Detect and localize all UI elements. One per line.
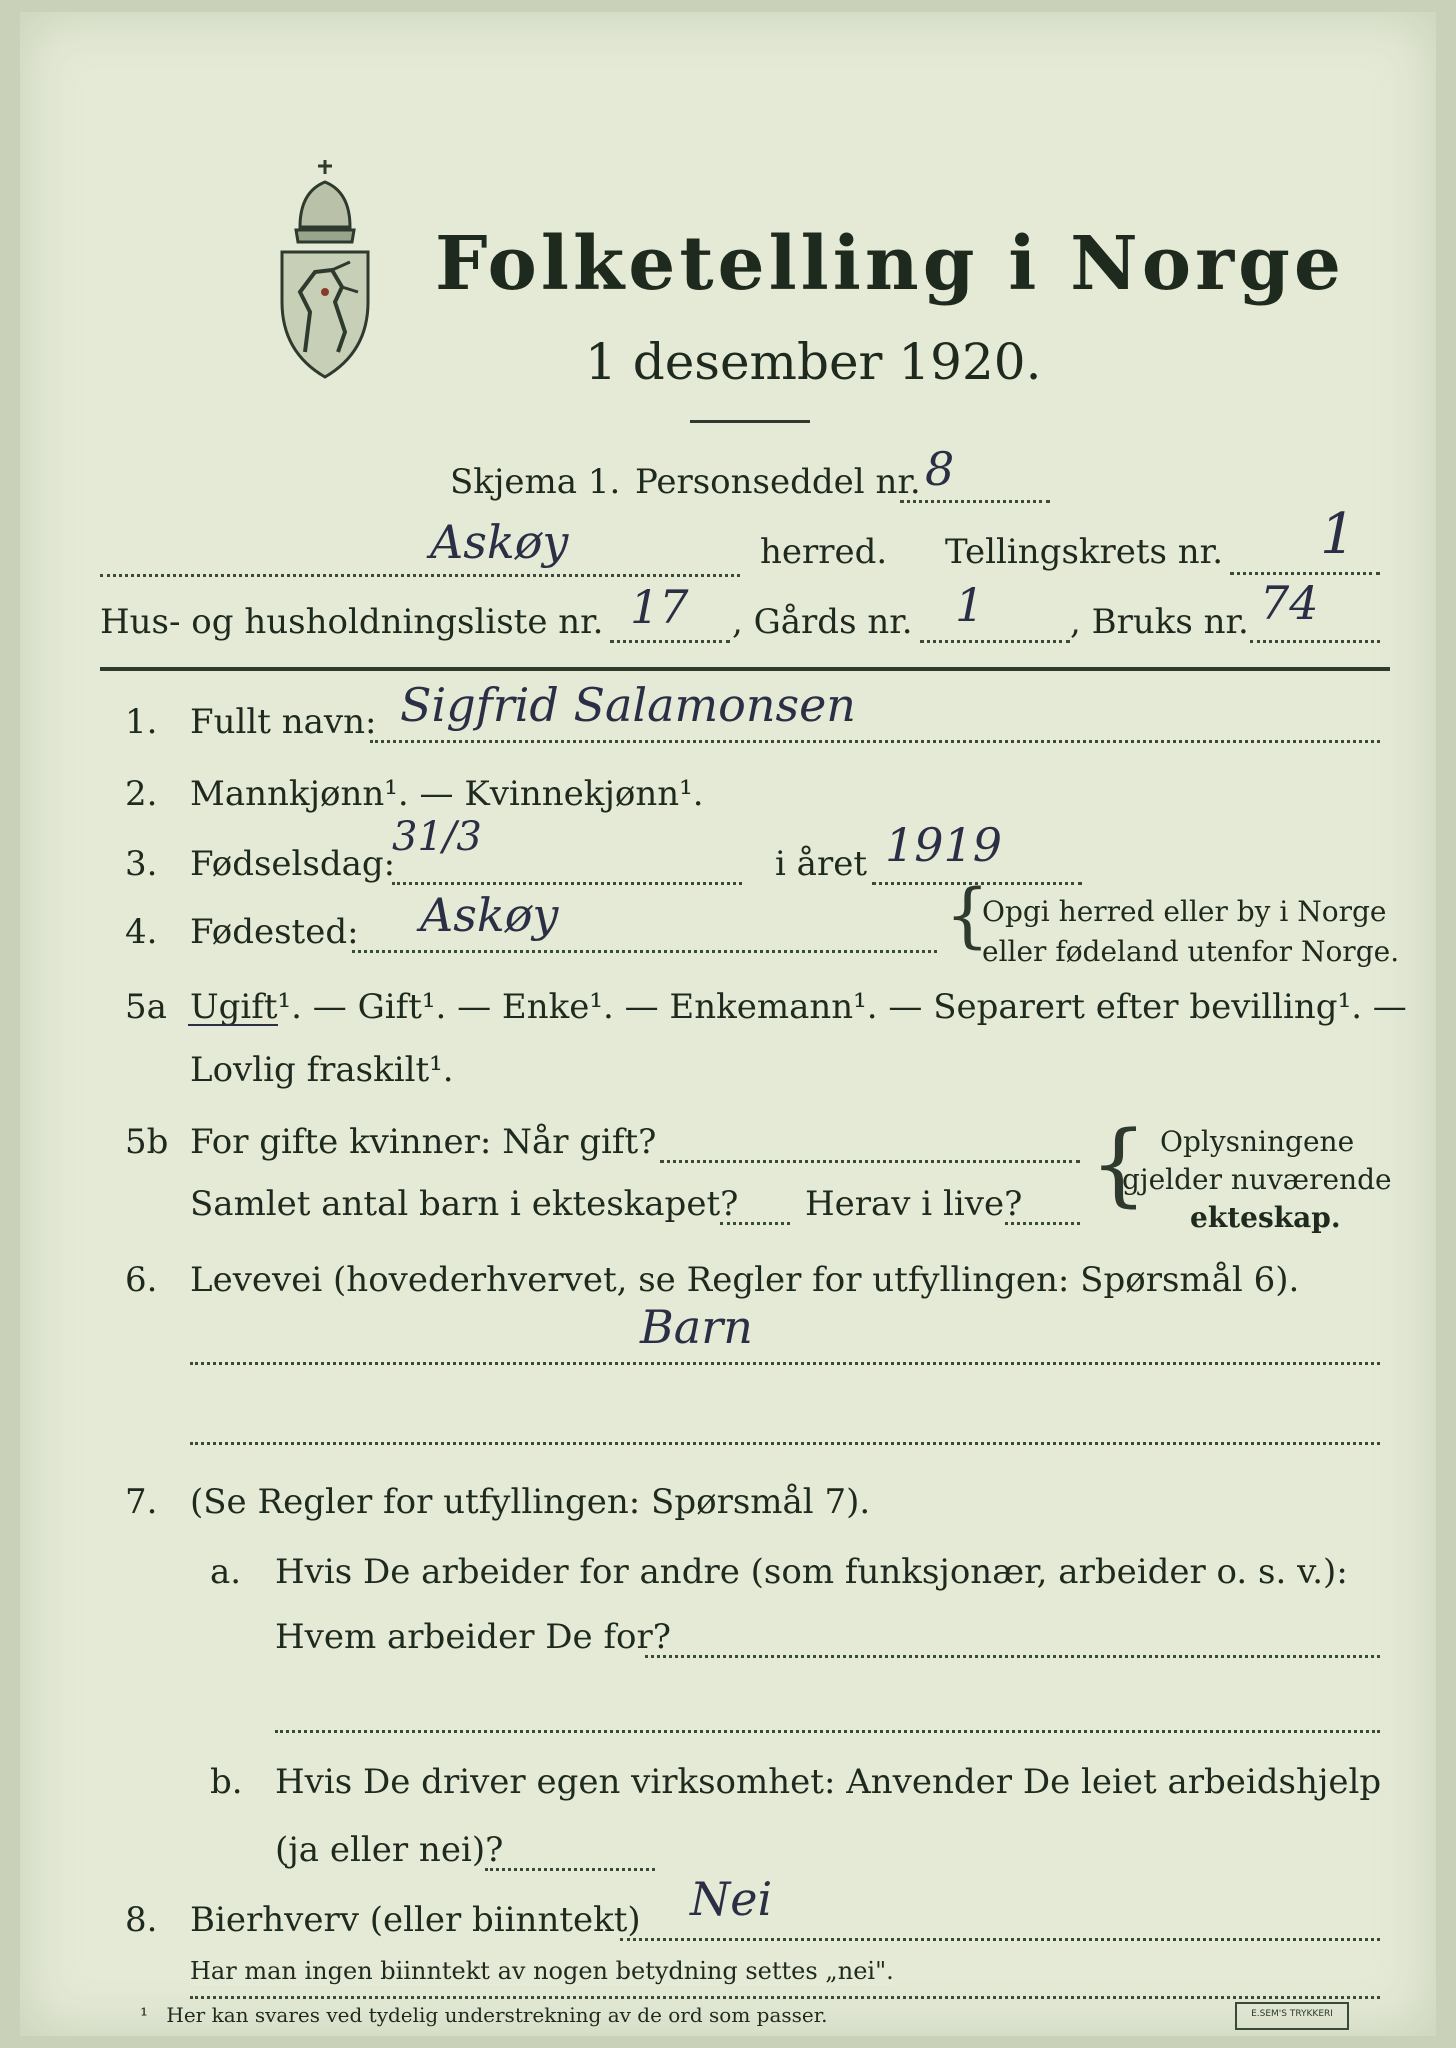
- q5b-alive-label: Herav i live?: [805, 1184, 1023, 1224]
- q7b-line2: (ja eller nei)?: [275, 1830, 504, 1870]
- q6-label: Levevei (hovederhvervet, se Regler for utfyllingen: Spørsmål 6).: [190, 1260, 1300, 1300]
- q6-number: 6.: [125, 1260, 158, 1300]
- husliste-value: 17: [630, 580, 689, 634]
- coat-of-arms-icon: [270, 152, 380, 382]
- q3-number: 3.: [125, 844, 158, 884]
- form-title: Folketelling i Norge: [435, 221, 1345, 307]
- q5b-children-line: [720, 1222, 790, 1225]
- q3-year-value: 1919: [885, 818, 1003, 872]
- footnote: [140, 2002, 827, 2028]
- personseddel-line: [900, 500, 1050, 503]
- q5a-options: Ugift¹. — Gift¹. — Enke¹. — Enkemann¹. — Separert efter bevilling¹. —: [190, 987, 1407, 1027]
- q7a-letter: a.: [210, 1552, 242, 1592]
- q1-label: Fullt navn:: [190, 702, 377, 742]
- q8-line2: [190, 1996, 1380, 1999]
- personseddel-value: 8: [925, 442, 955, 496]
- tellingskrets-value: 1: [1320, 502, 1356, 567]
- q7b-letter: b.: [210, 1762, 243, 1802]
- q5a-options-line2: Lovlig fraskilt¹.: [190, 1050, 454, 1090]
- q5a-number: 5a: [125, 987, 167, 1027]
- q4-label: Fødested:: [190, 912, 359, 952]
- schema-label: Skjema 1.: [450, 462, 621, 502]
- tellingskrets-label: Tellingskrets nr.: [945, 532, 1224, 572]
- q7-number: 7.: [125, 1482, 158, 1522]
- q5b-number: 5b: [125, 1122, 169, 1162]
- section-divider: [100, 667, 1390, 671]
- q4-note-line1: Opgi herred eller by i Norge: [982, 895, 1387, 928]
- q8-number: 8.: [125, 1900, 158, 1940]
- q5b-note-line3: ekteskap.: [1190, 1201, 1341, 1234]
- footnote-text: Her kan svares ved tydelig understrekning av de ord som passer.: [166, 2003, 828, 2027]
- footer-note: Har man ingen biinntekt av nogen betydning settes „nei".: [190, 1957, 894, 1985]
- q7b-answer-line: [485, 1868, 655, 1871]
- q4-brace: {: [945, 874, 990, 956]
- herred-line: [100, 574, 740, 577]
- q8-line: [620, 1938, 1380, 1941]
- personseddel-label: Personseddel nr.: [635, 462, 921, 502]
- q5b-when-line: [660, 1160, 1080, 1163]
- q3-value: 31/3: [392, 814, 482, 860]
- q4-value: Askøy: [420, 888, 559, 942]
- q2-label: Mannkjønn¹. — Kvinnekjønn¹.: [190, 774, 704, 814]
- q3-label: Fødselsdag:: [190, 844, 396, 884]
- bruks-line: [1250, 640, 1380, 643]
- q7b-line1: Hvis De driver egen virksomhet: Anvender De leiet arbeidshjelp: [275, 1762, 1382, 1802]
- q5b-note-line1: Oplysningene: [1160, 1125, 1355, 1158]
- herred-value: Askøy: [430, 515, 569, 569]
- q7a-answer-line2: [275, 1730, 1380, 1733]
- footnote-mark: ¹: [140, 2003, 149, 2027]
- gards-value: 1: [955, 578, 985, 632]
- q5b-alive-line: [1005, 1222, 1080, 1225]
- form-date: 1 desember 1920.: [585, 333, 1042, 391]
- printer-stamp: [1235, 2002, 1349, 2030]
- husliste-line: [610, 640, 730, 643]
- tellingskrets-line: [1230, 572, 1380, 575]
- q4-number: 4.: [125, 912, 158, 952]
- q5b-brace: {: [1090, 1112, 1148, 1217]
- q3-year-label: i året: [775, 844, 867, 884]
- q1-line: [370, 740, 1380, 743]
- ugift-underline: [188, 1024, 278, 1026]
- q8-label: Bierhverv (eller biinntekt): [190, 1900, 641, 1940]
- census-form: [20, 12, 1436, 2036]
- bruks-value: 74: [1260, 576, 1319, 630]
- q1-number: 1.: [125, 702, 158, 742]
- q3-line: [392, 882, 742, 885]
- q5b-children-total: Samlet antal barn i ekteskapet?: [190, 1184, 739, 1224]
- bruks-label: , Bruks nr.: [1070, 602, 1249, 642]
- q7a-line1: Hvis De arbeider for andre (som funksjonær, arbeider o. s. v.):: [275, 1552, 1348, 1592]
- q1-value: Sigfrid Salamonsen: [400, 678, 856, 732]
- q6-line1: [190, 1362, 1380, 1365]
- q4-line: [352, 950, 937, 953]
- q8-value: Nei: [690, 1872, 773, 1926]
- q2-number: 2.: [125, 774, 158, 814]
- gards-label: , Gårds nr.: [732, 602, 913, 642]
- q4-note-line2: eller fødeland utenfor Norge.: [982, 935, 1400, 968]
- q5b-note-line2: gjelder nuværende: [1122, 1163, 1392, 1196]
- q7-label: (Se Regler for utfyllingen: Spørsmål 7).: [190, 1482, 871, 1522]
- q7a-line2: Hvem arbeider De for?: [275, 1617, 671, 1657]
- q6-value: Barn: [640, 1300, 753, 1354]
- gards-line: [920, 640, 1070, 643]
- q7a-answer-line: [645, 1655, 1380, 1658]
- printer-stamp-text: E.SEM'S TRYKKERI: [1251, 2009, 1333, 2019]
- q6-line2: [190, 1442, 1380, 1445]
- q5b-when-married: For gifte kvinner: Når gift?: [190, 1122, 657, 1162]
- husliste-label: Hus- og husholdningsliste nr.: [100, 602, 604, 642]
- herred-label: herred.: [760, 532, 888, 572]
- title-divider: [690, 420, 810, 423]
